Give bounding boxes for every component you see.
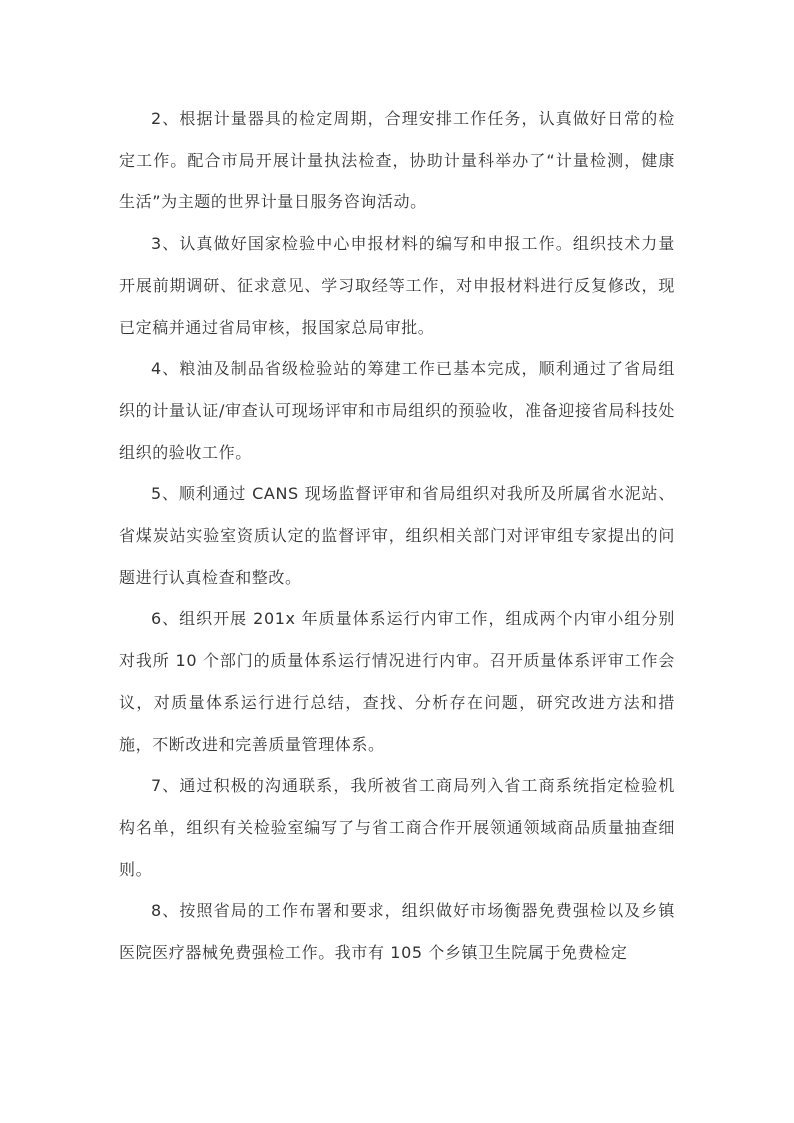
document-body: [119, 98, 675, 974]
paragraph-8: 8、按照省局的工作布署和要求，组织做好市场衡器免费强检以及乡镇医院医疗器械免费强检工作。我市有 105 个乡镇卫生院属于免费检定: [119, 901, 675, 963]
paragraph-3: 3、认真做好国家检验中心申报材料的编写和申报工作。组织技术力量开展前期调研、征求意见、学习取经等工作，对申报材料进行反复修改，现已定稿并通过省局审核，报国家总局审批。: [119, 234, 675, 337]
paragraph-7: 7、通过积极的沟通联系，我所被省工商局列入省工商系统指定检验机构名单，组织有关检验室编写了与省工商合作开展领通领域商品质量抽查细则。: [119, 776, 675, 879]
paragraph-4: 4、粮油及制品省级检验站的筹建工作已基本完成，顺利通过了省局组织的计量认证/审查认可现场评审和市局组织的预验收，准备迎接省局科技处组织的验收工作。: [119, 359, 675, 462]
paragraph-2: 2、根据计量器具的检定周期，合理安排工作任务，认真做好日常的检定工作。配合市局开展计量执法检查，协助计量科举办了“计量检测，健康生活”为主题的世界计量日服务咨询活动。: [119, 109, 675, 212]
paragraph-6: 6、组织开展 201x 年质量体系运行内审工作，组成两个内审小组分别对我所 10 个部门的质量体系运行情况进行内审。召开质量体系评审工作会议，对质量体系运行进行总结，查找、分析存在问题，研究改进方法和措施，不断改进和完善质量管理体系。: [119, 609, 675, 754]
paragraph-5: 5、顺利通过 CANS 现场监督评审和省局组织对我所及所属省水泥站、省煤炭站实验室资质认定的监督评审，组织相关部门对评审组专家提出的问题进行认真检查和整改。: [119, 484, 675, 587]
